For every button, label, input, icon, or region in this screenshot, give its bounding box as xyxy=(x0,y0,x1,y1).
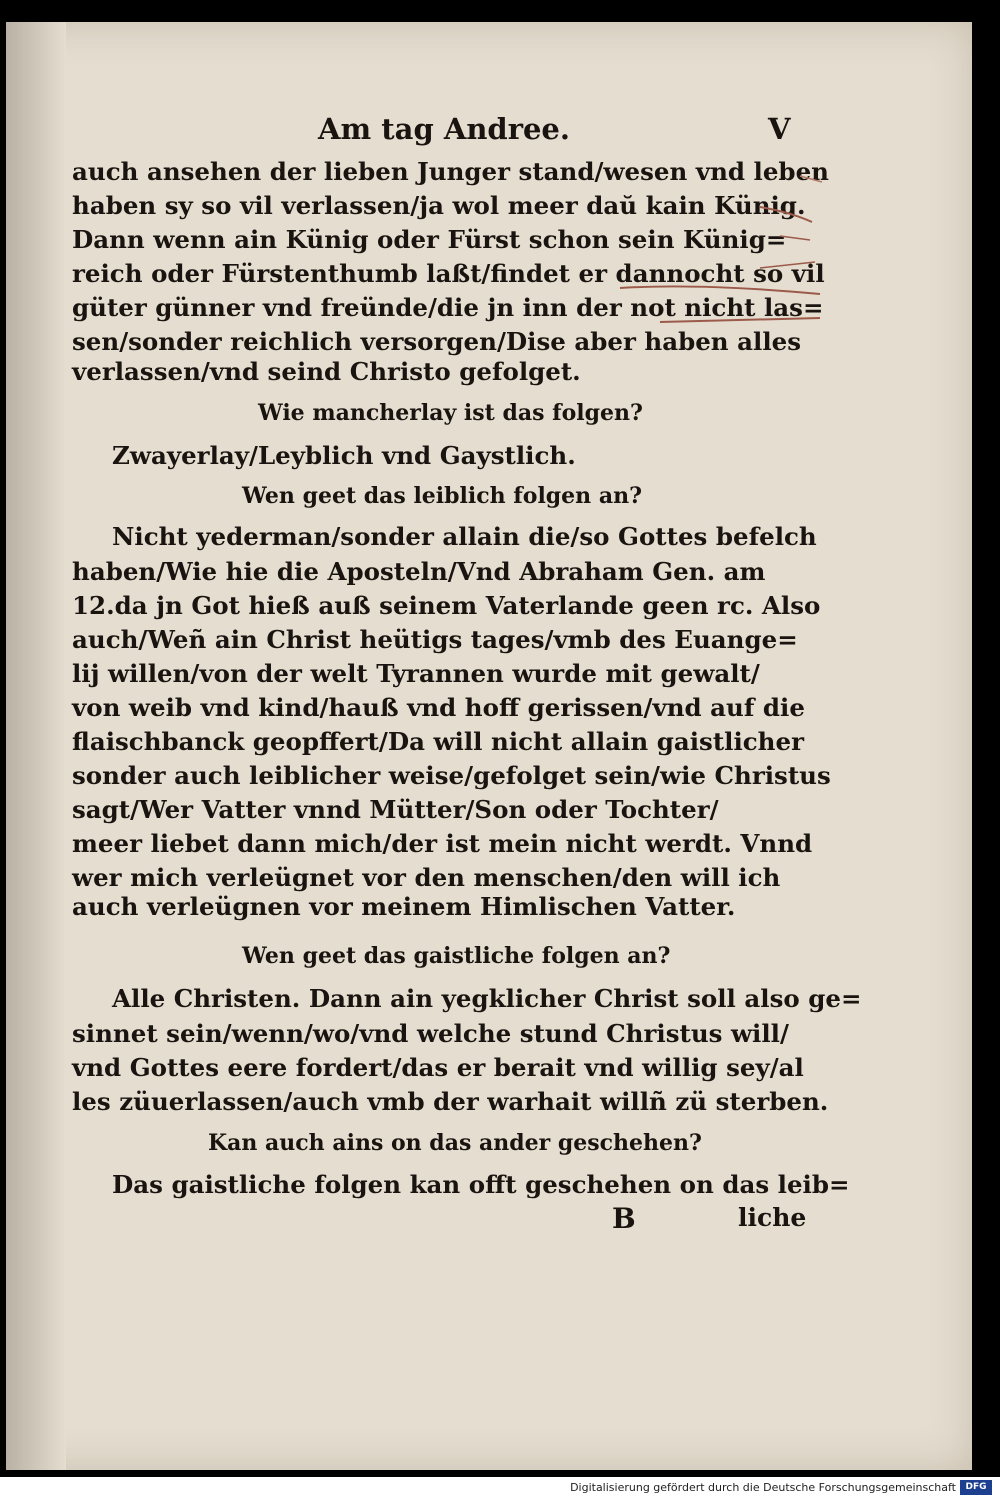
text-line: verlassen/vnd seind Christo gefolget. xyxy=(72,357,581,386)
question-heading: Wen geet das gaistliche folgen an? xyxy=(242,943,671,969)
text-line: auch/Weñ ain Christ heütigs tages/vmb des Euange= xyxy=(72,625,798,654)
text-line: reich oder Fürstenthumb laßt/findet er dannocht so vil xyxy=(72,259,825,288)
funding-credit: Digitalisierung gefördert durch die Deutsche Forschungsgemeinschaft xyxy=(570,1481,956,1494)
text-line: haben sy so vil verlassen/ja wol meer daŭ kain Künig. xyxy=(72,191,806,220)
answer-line: Zwayerlay/Leyblich vnd Gaystlich. xyxy=(112,441,576,470)
question-heading: Wie mancherlay ist das folgen? xyxy=(258,400,643,426)
text-line: lij willen/von der welt Tyrannen wurde mit gewalt/ xyxy=(72,659,760,688)
text-line: flaischbanck geopffert/Da will nicht allain gaistlicher xyxy=(72,727,804,756)
question-heading: Kan auch ains on das ander geschehen? xyxy=(208,1130,702,1156)
text-line: sen/sonder reichlich versorgen/Dise aber haben alles xyxy=(72,327,802,356)
text-line: güter günner vnd freünde/die jn inn der not nicht las= xyxy=(72,293,824,322)
text-line: haben/Wie hie die Aposteln/Vnd Abraham Gen. am xyxy=(72,557,766,586)
text-line: wer mich verleügnet vor den menschen/den will ich xyxy=(72,863,781,892)
signature-mark: B xyxy=(612,1202,636,1235)
text-line: 12.da jn Got hieß auß seinem Vaterlande geen rc. Also xyxy=(72,591,821,620)
catchword: liche xyxy=(738,1203,807,1232)
folio-number: V xyxy=(768,112,791,146)
answer-line: Das gaistliche folgen kan offt geschehen on das leib= xyxy=(112,1170,850,1199)
text-line: Dann wenn ain Künig oder Fürst schon sein Künig= xyxy=(72,225,787,254)
text-line: sagt/Wer Vatter vnnd Mütter/Son oder Tochter/ xyxy=(72,795,719,824)
text-line: vnd Gottes eere fordert/das er berait vnd willig sey/al xyxy=(72,1053,804,1082)
text-line: sonder auch leiblicher weise/gefolget sein/wie Christus xyxy=(72,761,831,790)
answer-line: Nicht yederman/sonder allain die/so Gottes befelch xyxy=(112,522,817,551)
running-head: Am tag Andree. xyxy=(318,112,570,146)
text-line: auch ansehen der lieben Junger stand/wesen vnd leben xyxy=(72,157,829,186)
answer-line: Alle Christen. Dann ain yegklicher Christ soll also ge= xyxy=(112,984,862,1013)
text-line: sinnet sein/wenn/wo/vnd welche stund Christus will/ xyxy=(72,1019,789,1048)
text-line: auch verleügnen vor meinem Himlischen Vatter. xyxy=(72,892,736,921)
footer-bar xyxy=(0,1477,1000,1499)
question-heading: Wen geet das leiblich folgen an? xyxy=(242,483,642,509)
text-line: meer liebet dann mich/der ist mein nicht werdt. Vnnd xyxy=(72,829,813,858)
dfg-logo: DFG xyxy=(960,1480,992,1495)
text-line: les züuerlassen/auch vmb der warhait willñ zü sterben. xyxy=(72,1087,829,1116)
page-gutter-shadow xyxy=(6,22,66,1470)
text-line: von weib vnd kind/hauß vnd hoff gerissen/vnd auf die xyxy=(72,693,805,722)
